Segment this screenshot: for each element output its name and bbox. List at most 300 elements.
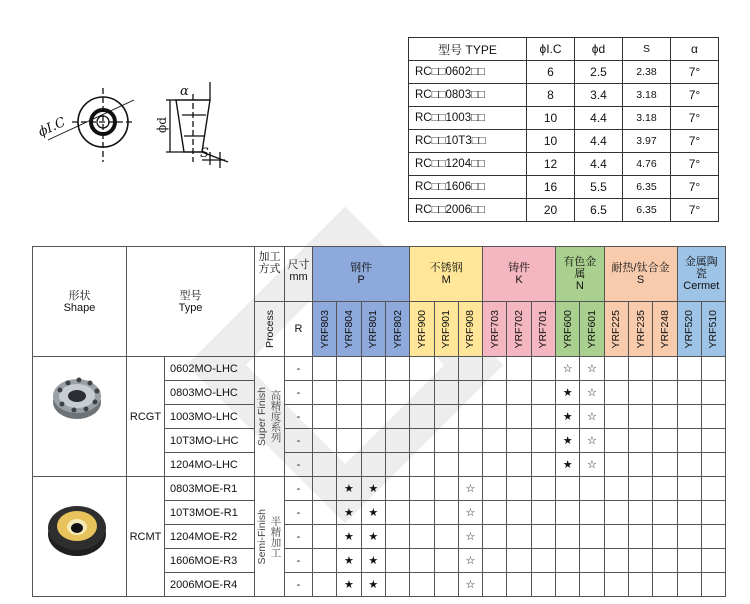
grade-mark-cell	[653, 549, 677, 573]
s-label: S	[200, 146, 209, 161]
grade-mark-cell	[483, 453, 507, 477]
dims-d-cell: 4.4	[575, 130, 623, 153]
model-cell: 1003MO-LHC	[165, 405, 255, 429]
dims-d-cell: 4.4	[575, 153, 623, 176]
grade-header	[313, 302, 337, 357]
grade-mark-cell	[434, 501, 458, 525]
model-cell: 1204MO-LHC	[165, 453, 255, 477]
grade-mark-cell	[677, 405, 701, 429]
material-group-code: Cermet	[683, 280, 720, 292]
grade-mark-cell	[628, 381, 652, 405]
dims-s-cell: 3.97	[623, 130, 671, 153]
grade-mark-cell	[507, 501, 531, 525]
material-group-header	[483, 247, 556, 302]
grade-mark-cell	[701, 549, 725, 573]
grade-mark-cell	[628, 453, 652, 477]
grade-mark-cell: ☆	[580, 453, 604, 477]
model-row	[33, 477, 726, 501]
type-header-en: Type	[178, 301, 203, 314]
grade-mark-cell	[580, 549, 604, 573]
grade-mark-cell	[604, 453, 628, 477]
process-en: Super Finish	[255, 387, 268, 446]
dims-ic-cell: 20	[527, 199, 575, 222]
grade-mark-cell	[531, 453, 555, 477]
grade-mark-cell	[410, 549, 434, 573]
model-cell: 1204MOE-R2	[165, 525, 255, 549]
grade-mark-cell	[483, 525, 507, 549]
grade-mark-cell	[701, 381, 725, 405]
grade-mark-cell	[434, 429, 458, 453]
grade-mark-cell: ★	[556, 453, 580, 477]
grade-mark-cell	[483, 357, 507, 381]
grade-mark-cell	[313, 573, 337, 597]
shape-header-en: Shape	[63, 301, 96, 314]
grade-mark-cell	[410, 477, 434, 501]
family-cell: RCGT	[127, 357, 165, 477]
grade-header	[483, 302, 507, 357]
grade-mark-cell	[653, 477, 677, 501]
grade-header-label: YRF225	[610, 309, 623, 349]
dims-alpha-cell: 7°	[671, 199, 719, 222]
grade-mark-cell	[434, 357, 458, 381]
grade-mark-cell	[410, 501, 434, 525]
grade-mark-cell	[701, 357, 725, 381]
grade-mark-cell	[434, 405, 458, 429]
grade-mark-cell	[361, 381, 385, 405]
grade-mark-cell: ☆	[580, 357, 604, 381]
dims-header-alpha: α	[671, 38, 719, 61]
dims-d-cell: 2.5	[575, 61, 623, 84]
grade-mark-cell	[628, 357, 652, 381]
grade-header-label: YRF701	[537, 309, 550, 349]
process-en: Semi-Finish	[255, 508, 268, 565]
material-group-header	[313, 247, 410, 302]
dims-row	[409, 130, 719, 153]
grade-mark-cell	[361, 429, 385, 453]
grade-mark-cell: ☆	[580, 429, 604, 453]
material-group-header	[604, 247, 677, 302]
grade-header-label: YRF235	[634, 309, 647, 349]
dims-header-type: 型号 TYPE	[409, 38, 527, 61]
dims-type-cell: RC□□0602□□	[409, 61, 527, 84]
grade-mark-cell	[701, 477, 725, 501]
grade-mark-cell	[313, 453, 337, 477]
shape-header-cn: 形状	[68, 289, 91, 302]
grade-mark-cell	[507, 525, 531, 549]
size-cell: -	[285, 453, 313, 477]
dims-row	[409, 176, 719, 199]
grade-header-label: YRF702	[513, 309, 526, 349]
grade-mark-cell	[556, 573, 580, 597]
grade-header	[556, 302, 580, 357]
dims-ic-cell: 12	[527, 153, 575, 176]
material-group-header	[677, 247, 726, 302]
process-header-cn	[255, 247, 285, 302]
grade-mark-cell	[385, 477, 409, 501]
grade-mark-cell	[434, 381, 458, 405]
grade-mark-cell	[531, 429, 555, 453]
size-cell: -	[285, 549, 313, 573]
dims-s-cell: 3.18	[623, 84, 671, 107]
grade-header	[677, 302, 701, 357]
dims-s-cell: 4.76	[623, 153, 671, 176]
grade-mark-cell	[385, 429, 409, 453]
grade-compatibility-table	[32, 246, 726, 597]
dims-type-cell: RC□□10T3□□	[409, 130, 527, 153]
grade-mark-cell: ★	[361, 525, 385, 549]
grade-mark-cell	[483, 501, 507, 525]
process-header-en-text: Process	[263, 310, 276, 348]
model-cell: 10T3MOE-R1	[165, 501, 255, 525]
grade-mark-cell	[580, 573, 604, 597]
grade-mark-cell	[385, 525, 409, 549]
grade-mark-cell	[458, 429, 482, 453]
grade-mark-cell	[677, 429, 701, 453]
grade-mark-cell	[701, 525, 725, 549]
grade-mark-cell	[580, 501, 604, 525]
grade-mark-cell	[385, 549, 409, 573]
dims-ic-cell: 6	[527, 61, 575, 84]
process-header-cn-text: 加工方式	[258, 251, 281, 275]
dims-d-cell: 3.4	[575, 84, 623, 107]
grade-mark-cell	[677, 501, 701, 525]
dims-row	[409, 61, 719, 84]
dims-header-ic: ϕI.C	[527, 38, 575, 61]
dims-alpha-cell: 7°	[671, 153, 719, 176]
grade-mark-cell	[701, 573, 725, 597]
grade-mark-cell	[531, 477, 555, 501]
grade-mark-cell	[361, 453, 385, 477]
grade-mark-cell	[313, 357, 337, 381]
material-group-code: K	[515, 274, 523, 286]
material-group-code: M	[441, 274, 451, 286]
grade-mark-cell	[507, 549, 531, 573]
grade-mark-cell	[385, 501, 409, 525]
grade-mark-cell	[677, 381, 701, 405]
grade-mark-cell	[434, 453, 458, 477]
grade-mark-cell	[556, 549, 580, 573]
grade-mark-cell	[385, 453, 409, 477]
grade-mark-cell	[677, 549, 701, 573]
dims-ic-cell: 10	[527, 107, 575, 130]
grade-mark-cell	[337, 381, 361, 405]
grade-mark-cell: ☆	[458, 573, 482, 597]
grade-header	[385, 302, 409, 357]
shape-header	[33, 247, 127, 357]
grade-mark-cell	[604, 501, 628, 525]
model-cell: 10T3MO-LHC	[165, 429, 255, 453]
model-cell: 0602MO-LHC	[165, 357, 255, 381]
grade-mark-cell	[604, 381, 628, 405]
grade-mark-cell	[628, 525, 652, 549]
dims-alpha-cell: 7°	[671, 107, 719, 130]
grade-mark-cell	[313, 381, 337, 405]
grade-header	[458, 302, 482, 357]
rcgt-insert-image	[48, 372, 106, 426]
grade-header	[580, 302, 604, 357]
dims-s-cell: 3.18	[623, 107, 671, 130]
size-header-cn	[285, 247, 313, 302]
grade-mark-cell: ★	[361, 573, 385, 597]
grade-mark-cell	[628, 405, 652, 429]
grade-mark-cell: ☆	[458, 501, 482, 525]
grade-mark-cell	[677, 357, 701, 381]
dims-row	[409, 84, 719, 107]
dims-s-cell: 2.38	[623, 61, 671, 84]
type-header	[127, 247, 255, 357]
grade-mark-cell	[337, 453, 361, 477]
grade-mark-cell	[653, 501, 677, 525]
dims-type-cell: RC□□1204□□	[409, 153, 527, 176]
grade-mark-cell: ☆	[458, 477, 482, 501]
dims-type-cell: RC□□0803□□	[409, 84, 527, 107]
grade-mark-cell	[483, 477, 507, 501]
grade-header	[628, 302, 652, 357]
grade-mark-cell	[628, 549, 652, 573]
size-cell: -	[285, 573, 313, 597]
dims-d-cell: 5.5	[575, 176, 623, 199]
size-cell: -	[285, 477, 313, 501]
model-row	[33, 357, 726, 381]
grade-mark-cell	[604, 477, 628, 501]
dims-row	[409, 153, 719, 176]
grade-mark-cell	[410, 573, 434, 597]
grade-mark-cell: ★	[337, 477, 361, 501]
grade-mark-cell	[531, 357, 555, 381]
grade-mark-cell	[313, 549, 337, 573]
grade-mark-cell	[701, 405, 725, 429]
size-cell: -	[285, 429, 313, 453]
size-cell: -	[285, 405, 313, 429]
dims-ic-cell: 10	[527, 130, 575, 153]
material-group-code: S	[636, 274, 645, 286]
grade-mark-cell	[653, 429, 677, 453]
grade-header-label: YRF801	[367, 309, 380, 349]
grade-mark-cell	[653, 405, 677, 429]
grade-mark-cell	[385, 357, 409, 381]
grade-mark-cell	[434, 573, 458, 597]
dims-s-cell: 6.35	[623, 176, 671, 199]
grade-mark-cell	[313, 477, 337, 501]
grade-mark-cell	[434, 477, 458, 501]
grade-header-label: YRF804	[342, 309, 355, 349]
size-header-unit: mm	[289, 271, 308, 283]
grade-mark-cell: ★	[361, 477, 385, 501]
dims-ic-cell: 16	[527, 176, 575, 199]
grade-mark-cell	[410, 453, 434, 477]
dims-row	[409, 107, 719, 130]
grade-mark-cell	[677, 525, 701, 549]
process-cell	[255, 357, 285, 477]
material-group-header	[410, 247, 483, 302]
rcmt-insert-image	[44, 490, 110, 564]
grade-mark-cell	[580, 477, 604, 501]
grade-mark-cell	[604, 357, 628, 381]
material-group-code: N	[575, 280, 584, 292]
ic-label: ϕI.C	[36, 114, 68, 141]
material-group-cn: 耐热/钛合金	[611, 262, 670, 274]
material-group-cn: 钢件	[350, 262, 373, 274]
grade-mark-cell	[507, 405, 531, 429]
d-label: ϕd	[154, 117, 169, 133]
grade-mark-cell: ☆	[580, 381, 604, 405]
grade-mark-cell	[604, 549, 628, 573]
grade-mark-cell	[410, 357, 434, 381]
grade-header	[337, 302, 361, 357]
grade-mark-cell	[628, 429, 652, 453]
grade-header	[604, 302, 628, 357]
dims-d-cell: 4.4	[575, 107, 623, 130]
grade-mark-cell: ☆	[458, 549, 482, 573]
alpha-label: α	[180, 84, 189, 99]
model-cell: 1606MOE-R3	[165, 549, 255, 573]
dims-alpha-cell: 7°	[671, 176, 719, 199]
grade-mark-cell	[653, 573, 677, 597]
grade-mark-cell	[653, 453, 677, 477]
grade-header-label: YRF601	[585, 309, 598, 349]
grade-header	[361, 302, 385, 357]
grade-header-label: YRF510	[707, 309, 720, 349]
grade-mark-cell	[483, 381, 507, 405]
size-cell: -	[285, 357, 313, 381]
grade-mark-cell	[458, 357, 482, 381]
process-cn: 半精加工	[269, 515, 282, 558]
grade-mark-cell	[628, 477, 652, 501]
grade-header-label: YRF802	[391, 309, 404, 349]
grade-mark-cell	[604, 405, 628, 429]
grade-mark-cell	[313, 501, 337, 525]
size-header-en: R	[285, 302, 313, 357]
grade-mark-cell: ☆	[580, 405, 604, 429]
grade-header	[410, 302, 434, 357]
grade-mark-cell	[653, 381, 677, 405]
grade-header	[701, 302, 725, 357]
grade-mark-cell	[556, 501, 580, 525]
grade-mark-cell	[677, 477, 701, 501]
material-group-header	[556, 247, 605, 302]
grade-mark-cell	[580, 525, 604, 549]
grade-mark-cell	[458, 405, 482, 429]
grade-mark-cell	[507, 477, 531, 501]
grade-mark-cell	[483, 429, 507, 453]
grade-mark-cell	[313, 405, 337, 429]
grade-mark-cell	[337, 429, 361, 453]
grade-mark-cell	[385, 405, 409, 429]
process-cn: 高精度系列	[269, 390, 282, 443]
grade-header	[653, 302, 677, 357]
grade-mark-cell	[604, 525, 628, 549]
grade-header-label: YRF803	[318, 309, 331, 349]
size-cell: -	[285, 501, 313, 525]
grade-mark-cell	[507, 429, 531, 453]
grade-mark-cell	[531, 381, 555, 405]
grade-mark-cell	[483, 405, 507, 429]
model-cell: 0803MO-LHC	[165, 381, 255, 405]
grade-mark-cell	[385, 381, 409, 405]
dims-d-cell: 6.5	[575, 199, 623, 222]
grade-mark-cell: ☆	[458, 525, 482, 549]
grade-mark-cell	[604, 429, 628, 453]
grade-mark-cell	[531, 501, 555, 525]
grade-header-label: YRF248	[658, 309, 671, 349]
grade-mark-cell	[531, 405, 555, 429]
grade-mark-cell	[483, 573, 507, 597]
group-header-row	[33, 247, 726, 302]
grade-mark-cell	[531, 525, 555, 549]
material-group-cn: 金属陶瓷	[684, 256, 718, 280]
dims-alpha-cell: 7°	[671, 130, 719, 153]
grade-mark-cell	[483, 549, 507, 573]
dims-alpha-cell: 7°	[671, 61, 719, 84]
grade-mark-cell	[531, 573, 555, 597]
grade-header-label: YRF901	[440, 309, 453, 349]
grade-mark-cell	[556, 477, 580, 501]
grade-mark-cell	[337, 357, 361, 381]
grade-mark-cell: ★	[361, 501, 385, 525]
family-cell: RCMT	[127, 477, 165, 597]
grade-mark-cell	[604, 573, 628, 597]
type-header-cn: 型号	[179, 289, 202, 302]
dimensions-table	[408, 37, 719, 222]
grade-mark-cell: ★	[361, 549, 385, 573]
grade-mark-cell	[458, 381, 482, 405]
grade-mark-cell	[677, 453, 701, 477]
model-cell: 2006MOE-R4	[165, 573, 255, 597]
model-cell: 0803MOE-R1	[165, 477, 255, 501]
grade-mark-cell	[410, 525, 434, 549]
material-group-code: P	[357, 274, 365, 286]
process-cell	[255, 477, 285, 597]
grade-mark-cell	[653, 357, 677, 381]
grade-mark-cell	[410, 405, 434, 429]
grade-header-label: YRF600	[561, 309, 574, 349]
grade-mark-cell: ★	[556, 429, 580, 453]
grade-mark-cell	[628, 501, 652, 525]
grade-header	[531, 302, 555, 357]
grade-header-label: YRF703	[488, 309, 501, 349]
grade-mark-cell	[507, 573, 531, 597]
grade-mark-cell	[434, 525, 458, 549]
grade-mark-cell: ★	[337, 573, 361, 597]
grade-mark-cell: ☆	[556, 357, 580, 381]
grade-mark-cell: ★	[337, 549, 361, 573]
dims-type-cell: RC□□1606□□	[409, 176, 527, 199]
grade-mark-cell	[385, 573, 409, 597]
dims-type-cell: RC□□2006□□	[409, 199, 527, 222]
grade-mark-cell	[361, 405, 385, 429]
grade-mark-cell: ★	[556, 405, 580, 429]
grade-mark-cell	[361, 357, 385, 381]
material-group-cn: 铸件	[508, 262, 531, 274]
grade-mark-cell	[677, 573, 701, 597]
grade-mark-cell	[410, 381, 434, 405]
grade-mark-cell	[313, 429, 337, 453]
grade-mark-cell	[701, 501, 725, 525]
grade-mark-cell	[458, 453, 482, 477]
grade-header-label: YRF908	[464, 309, 477, 349]
grade-header	[434, 302, 458, 357]
dims-header-row	[409, 38, 719, 61]
grade-mark-cell	[313, 525, 337, 549]
grade-header	[507, 302, 531, 357]
material-group-cn: 有色金属	[563, 256, 597, 280]
grade-mark-cell: ★	[337, 525, 361, 549]
grade-header-label: YRF520	[683, 309, 696, 349]
grade-mark-cell	[531, 549, 555, 573]
grade-mark-cell: ★	[337, 501, 361, 525]
dims-header-d: ϕd	[575, 38, 623, 61]
grade-header-label: YRF900	[415, 309, 428, 349]
